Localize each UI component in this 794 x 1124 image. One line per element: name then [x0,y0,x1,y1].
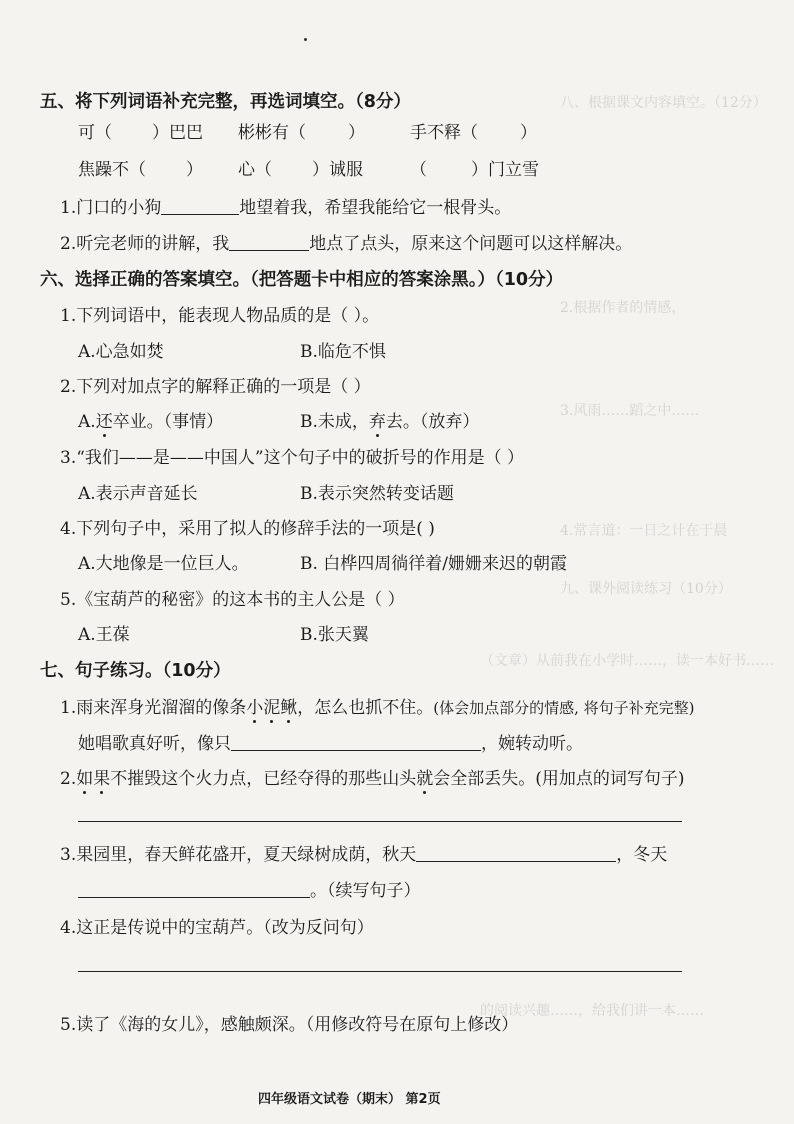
idiom-6: （ ）门立雪 [410,160,539,180]
choice-question-2: 2.下列对加点字的解释正确的一项是（ ） [60,377,371,397]
sentence-question-2: 2.如果不摧毁这个火力点，已经夺得的那些山头就会全部丢失。(用加点的词写句子) [60,769,685,789]
option-b[interactable]: B.临危不惧 [300,342,386,362]
bleed-through: 的阅读兴趣……，给我们讲一本…… [480,1003,704,1019]
answer-line[interactable] [78,971,682,972]
section-6-title: 六、选择正确的答案填空。（把答题卡中相应的答案涂黑。）（10分） [40,270,564,290]
section-5-title: 五、将下列词语补充完整，再选词填空。（8分） [40,92,411,112]
sentence-question-1: 1.雨来浑身光溜溜的像条小泥鳅，怎么也抓不住。(体会加点部分的情感, 将句子补充完整) [60,698,695,718]
page-footer: 四年级语文试卷（期末） 第2页 [258,1092,441,1107]
option-b[interactable]: B.表示突然转变话题 [300,484,454,504]
bleed-through: 九、课外阅读练习（10分） [560,581,732,597]
dotted-character: 如 [76,769,94,789]
idiom-4: 焦躁不（ ） [78,160,203,180]
dotted-character: 还 [95,412,113,432]
answer-blank[interactable] [229,232,309,251]
option-b[interactable]: B.未成，弃去。（放弃） [300,412,480,432]
option-a[interactable]: A.表示声音延长 [78,484,198,504]
bleed-through: （文章）从前我在小学时……，读一本好书…… [480,653,774,669]
question-instruction: (体会加点部分的情感, 将句子补充完整) [433,699,695,717]
choice-question-4: 4.下列句子中，采用了拟人的修辞手法的一项是( ) [60,519,435,539]
option-a[interactable]: A.大地像是一位巨人。 [78,554,249,574]
answer-blank[interactable] [161,196,239,215]
answer-line[interactable] [78,821,682,822]
fill-question-1: 1.门口的小狗 地望着我，希望我能给它一根骨头。 [60,198,512,218]
answer-blank[interactable] [78,879,310,898]
dotted-character: 泥 [263,698,281,718]
idiom-1: 可（ ）巴巴 [78,123,203,143]
dotted-character: 鳅 [280,698,298,718]
print-speck [304,38,307,41]
bleed-through: 4.常言道：一日之计在于晨 [560,523,728,539]
dotted-character: 小 [246,698,264,718]
choice-question-5: 5.《宝葫芦的秘密》的这本书的主人公是（ ） [60,590,405,610]
option-a[interactable]: A.心急如焚 [78,342,164,362]
section-7-title: 七、句子练习。（10分） [40,661,231,681]
choice-question-3: 3.“我们——是——中国人”这个句子中的破折号的作用是（ ） [60,448,525,468]
option-a[interactable]: A.王葆 [78,625,130,645]
idiom-5: 心（ ）诚服 [238,160,363,180]
sentence-question-4: 4.这正是传说中的宝葫芦。（改为反问句） [60,918,374,938]
bleed-through: 2.根据作者的情感， [560,300,686,316]
bleed-through: 3.风雨……蹈之中…… [560,403,700,419]
dotted-character: 就 [416,769,434,789]
choice-question-1: 1.下列词语中，能表现人物品质的是（ ）。 [60,306,380,326]
answer-blank[interactable] [416,843,616,862]
option-b[interactable]: B. 白桦四周徜徉着/姗姗来迟的朝霞 [300,554,568,574]
idiom-2: 彬彬有（ ） [238,123,365,143]
sentence-question-3-cont: 。（续写句子） [78,879,421,903]
sentence-question-3: 3.果园里，春天鲜花盛开，夏天绿树成荫，秋天 ，冬天 [60,845,668,865]
option-a[interactable]: A.还卒业。（事情） [78,412,224,432]
idiom-3: 手不释（ ） [410,123,537,143]
bleed-through: 八、根据课文内容填空。（12分） [560,95,767,111]
sentence-question-5: 5.读了《海的女儿》，感触颇深。（用修改符号在原句上修改） [60,1015,519,1035]
fill-question-2: 2.听完老师的讲解，我 地点了点头，原来这个问题可以这样解决。 [60,234,633,254]
dotted-character: 弃 [368,412,386,432]
option-b[interactable]: B.张天翼 [300,625,369,645]
dotted-character: 果 [93,769,111,789]
answer-blank[interactable] [231,732,481,751]
sentence-fill-1: 她唱歌真好听，像只 ，婉转动听。 [78,734,583,754]
